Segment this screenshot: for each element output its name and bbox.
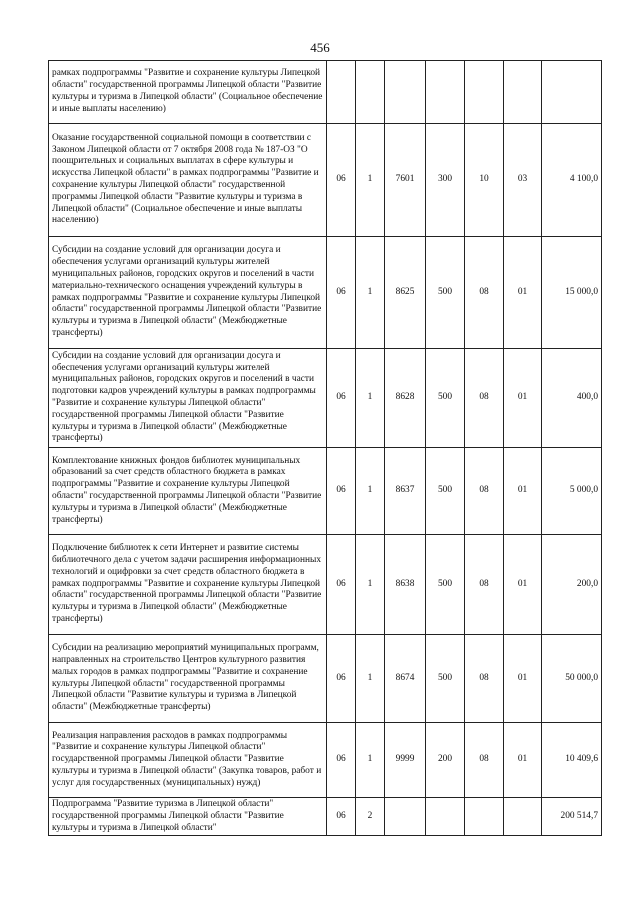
subprogram-code: 1 bbox=[356, 723, 385, 798]
amount bbox=[542, 61, 602, 124]
table-row bbox=[49, 61, 602, 124]
expense-type-code: 500 bbox=[426, 237, 465, 349]
subprogram-code: 1 bbox=[356, 448, 385, 535]
expense-type-code bbox=[426, 61, 465, 124]
expense-direction-code: 7601 bbox=[385, 124, 426, 237]
subsection-code: 01 bbox=[504, 237, 542, 349]
amount: 400,0 bbox=[542, 349, 602, 448]
subsection-code: 01 bbox=[504, 349, 542, 448]
expense-type-code bbox=[426, 798, 465, 836]
table-row bbox=[49, 124, 602, 237]
program-code: 06 bbox=[327, 124, 356, 237]
subprogram-code: 1 bbox=[356, 349, 385, 448]
expense-name: Комплектование книжных фондов библиотек муниципальных образований за счет средств областного бюджета в рамках подпрограммы "Развитие и сохранение культуры Липецкой области" государственной программы Липецкой области "Развитие культуры и туризма в Липецкой области" (Межбюджетные трансферты) bbox=[49, 448, 327, 535]
subprogram-code: 1 bbox=[356, 535, 385, 635]
program-code bbox=[327, 61, 356, 124]
section-code: 10 bbox=[465, 124, 504, 237]
expense-name: рамках подпрограммы "Развитие и сохранение культуры Липецкой области" государственной программы Липецкой области "Развитие культуры и туризма в Липецкой области" (Социальное обеспечение и иные выплаты населению) bbox=[49, 61, 327, 124]
subsection-code bbox=[504, 798, 542, 836]
amount: 50 000,0 bbox=[542, 635, 602, 723]
program-code: 06 bbox=[327, 349, 356, 448]
section-code: 08 bbox=[465, 535, 504, 635]
subsection-code: 01 bbox=[504, 535, 542, 635]
expense-type-code: 500 bbox=[426, 448, 465, 535]
subprogram-code bbox=[356, 61, 385, 124]
table-row bbox=[49, 535, 602, 635]
expense-direction-code bbox=[385, 61, 426, 124]
program-code: 06 bbox=[327, 237, 356, 349]
expense-type-code: 500 bbox=[426, 349, 465, 448]
expense-direction-code: 9999 bbox=[385, 723, 426, 798]
amount: 200,0 bbox=[542, 535, 602, 635]
expense-direction-code: 8637 bbox=[385, 448, 426, 535]
amount: 15 000,0 bbox=[542, 237, 602, 349]
subprogram-code: 1 bbox=[356, 635, 385, 723]
subsection-code: 01 bbox=[504, 723, 542, 798]
expense-direction-code: 8628 bbox=[385, 349, 426, 448]
expense-direction-code: 8625 bbox=[385, 237, 426, 349]
expense-name: Реализация направления расходов в рамках подпрограммы "Развитие и сохранение культуры Липецкой области" государственной программы Липецкой области "Развитие культуры и туризма в Липецкой области" (Закупка товаров, работ и услуг для государственных (муниципальных) нужд) bbox=[49, 723, 327, 798]
subsection-code bbox=[504, 61, 542, 124]
table-row bbox=[49, 723, 602, 798]
table-row bbox=[49, 448, 602, 535]
expense-direction-code: 8674 bbox=[385, 635, 426, 723]
program-code: 06 bbox=[327, 535, 356, 635]
amount: 5 000,0 bbox=[542, 448, 602, 535]
subsection-code: 03 bbox=[504, 124, 542, 237]
expense-type-code: 500 bbox=[426, 635, 465, 723]
subsection-code: 01 bbox=[504, 635, 542, 723]
expense-direction-code bbox=[385, 798, 426, 836]
expense-type-code: 200 bbox=[426, 723, 465, 798]
program-code: 06 bbox=[327, 723, 356, 798]
expense-name: Подключение библиотек к сети Интернет и развитие системы библиотечного дела с учетом задачи расширения информационных технологий и оцифровки за счет средств областного бюджета в рамках подпрограммы "Развитие и сохранение культуры Липецкой области" государственной программы Липецкой области "Развитие культуры и туризма в Липецкой области" (Межбюджетные трансферты) bbox=[49, 535, 327, 635]
section-code: 08 bbox=[465, 635, 504, 723]
expense-name: Оказание государственной социальной помощи в соответствии с Законом Липецкой области от 7 октября 2008 года № 187-ОЗ "О поощрительных и социальных выплатах в сфере культуры и искусства Липецкой области" в рамках подпрограммы "Развитие и сохранение культуры Липецкой области" государственной программы Липецкой области "Развитие культуры и туризма в Липецкой области" (Социальное обеспечение и иные выплаты населению) bbox=[49, 124, 327, 237]
amount: 200 514,7 bbox=[542, 798, 602, 836]
section-code bbox=[465, 798, 504, 836]
table-row bbox=[49, 635, 602, 723]
expense-type-code: 300 bbox=[426, 124, 465, 237]
section-code: 08 bbox=[465, 448, 504, 535]
table-row bbox=[49, 798, 602, 836]
amount: 4 100,0 bbox=[542, 124, 602, 237]
program-code: 06 bbox=[327, 798, 356, 836]
section-code: 08 bbox=[465, 237, 504, 349]
table-row bbox=[49, 349, 602, 448]
program-code: 06 bbox=[327, 635, 356, 723]
expense-name: Субсидии на реализацию мероприятий муниципальных программ, направленных на строительство Центров культурного развития малых городов в рамках подпрограммы "Развитие и сохранение культуры Липецкой области" государственной программы Липецкой области "Развитие культуры и туризма в Липецкой области" (Межбюджетные трансферты) bbox=[49, 635, 327, 723]
subprogram-code: 2 bbox=[356, 798, 385, 836]
amount: 10 409,6 bbox=[542, 723, 602, 798]
expense-name: Субсидии на создание условий для организации досуга и обеспечения услугами организаций культуры жителей муниципальных районов, городских округов и поселений в части материально-технического оснащения учреждений культуры в рамках подпрограммы "Развитие и сохранение культуры Липецкой области" государственной программы Липецкой области "Развитие культуры и туризма в Липецкой области" (Межбюджетные трансферты) bbox=[49, 237, 327, 349]
page-number: 456 bbox=[310, 40, 330, 55]
expense-direction-code: 8638 bbox=[385, 535, 426, 635]
expense-name: Подпрограмма "Развитие туризма в Липецкой области" государственной программы Липецкой области "Развитие культуры и туризма в Липецкой области" bbox=[49, 798, 327, 836]
section-code: 08 bbox=[465, 349, 504, 448]
expense-name: Субсидии на создание условий для организации досуга и обеспечения услугами организаций культуры жителей муниципальных районов, городских округов и поселений в части подготовки кадров учреждений культуры в рамках подпрограммы "Развитие и сохранение культуры Липецкой области" государственной программы Липецкой области "Развитие культуры и туризма в Липецкой области" (Межбюджетные трансферты) bbox=[49, 349, 327, 448]
subprogram-code: 1 bbox=[356, 124, 385, 237]
subprogram-code: 1 bbox=[356, 237, 385, 349]
expense-type-code: 500 bbox=[426, 535, 465, 635]
budget-table bbox=[48, 60, 602, 836]
program-code: 06 bbox=[327, 448, 356, 535]
table-row bbox=[49, 237, 602, 349]
section-code bbox=[465, 61, 504, 124]
section-code: 08 bbox=[465, 723, 504, 798]
subsection-code: 01 bbox=[504, 448, 542, 535]
